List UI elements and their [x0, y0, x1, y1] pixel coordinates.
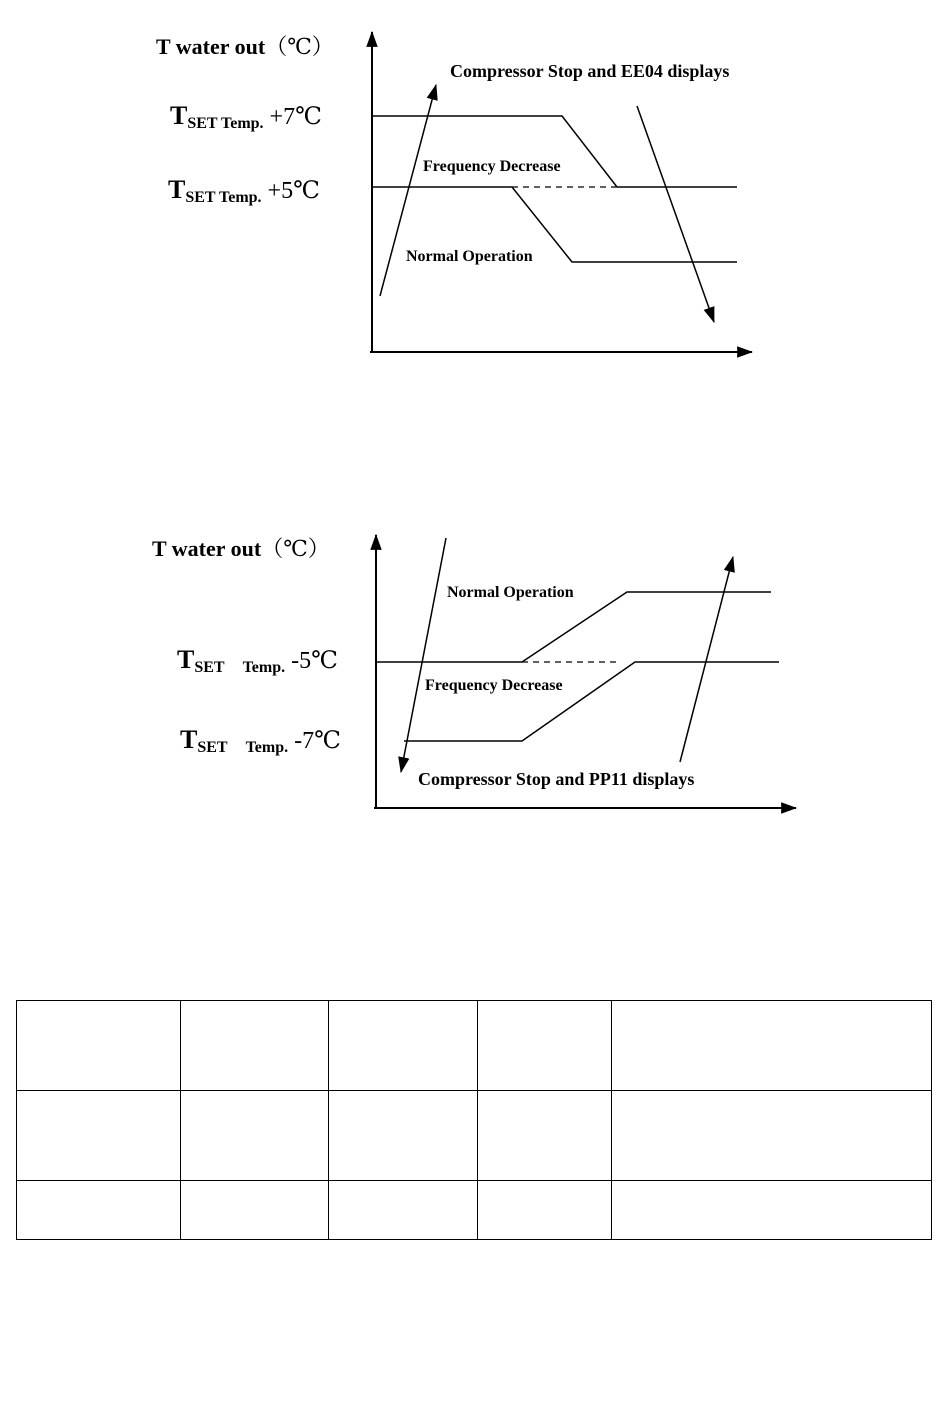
table-cell: [329, 1001, 478, 1091]
table-cell: [478, 1091, 612, 1181]
table-cell: [181, 1091, 329, 1181]
threshold-low-label: TSET Temp. -7℃: [180, 725, 341, 756]
rising-arrow: [680, 557, 733, 762]
stop-threshold-line: [404, 662, 779, 741]
frequency-threshold-line: [376, 592, 771, 662]
label-frequency-decrease: Frequency Decrease: [423, 158, 561, 175]
y-axis-title: T water out（℃）: [152, 536, 330, 561]
cooling-protection-diagram: [0, 0, 950, 400]
label-normal-operation: Normal Operation: [447, 584, 574, 601]
table-cell: [612, 1091, 932, 1181]
table-row: [17, 1181, 932, 1240]
threshold-high-label: TSET Temp. +7℃: [170, 101, 322, 132]
table-cell: [17, 1181, 181, 1240]
table-cell: [17, 1001, 181, 1091]
threshold-low-label: TSET Temp. +5℃: [168, 175, 320, 206]
table-cell: [478, 1181, 612, 1240]
table-row: [17, 1091, 932, 1181]
empty-table: [16, 1000, 932, 1240]
table-cell: [181, 1001, 329, 1091]
table-cell: [17, 1091, 181, 1181]
stop-threshold-line: [372, 116, 737, 187]
label-frequency-decrease: Frequency Decrease: [425, 677, 563, 694]
table-cell: [329, 1091, 478, 1181]
falling-arrow: [637, 106, 714, 322]
falling-arrow: [401, 538, 446, 772]
table-cell: [329, 1181, 478, 1240]
table-cell: [612, 1001, 932, 1091]
table-cell: [612, 1181, 932, 1240]
table-row: [17, 1001, 932, 1091]
label-normal-operation: Normal Operation: [406, 248, 533, 265]
y-axis-title: T water out（℃）: [156, 34, 334, 59]
label-compressor-stop: Compressor Stop and EE04 displays: [450, 61, 730, 81]
table-cell: [181, 1181, 329, 1240]
threshold-high-label: TSET Temp. -5℃: [177, 645, 338, 676]
heating-protection-diagram: [0, 500, 950, 840]
label-compressor-stop: Compressor Stop and PP11 displays: [418, 769, 695, 789]
table-cell: [478, 1001, 612, 1091]
